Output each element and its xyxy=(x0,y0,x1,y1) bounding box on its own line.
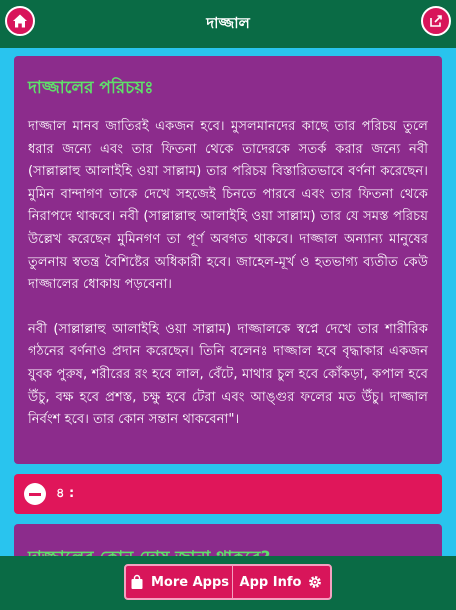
accordion-header[interactable] xyxy=(14,474,442,514)
content-card xyxy=(14,56,442,464)
accordion-label: ৪ : xyxy=(56,485,75,501)
page-title: দাজ্জাল xyxy=(206,13,250,32)
gear-icon xyxy=(307,574,323,590)
more-apps-button[interactable] xyxy=(126,566,233,598)
home-icon xyxy=(12,13,28,29)
share-button[interactable] xyxy=(421,6,451,36)
home-button[interactable] xyxy=(5,6,35,36)
shopping-bag-icon xyxy=(129,574,145,590)
footer-button-group xyxy=(124,564,332,600)
paragraph-1: দাজ্জাল মানব জাতিরই একজন হবে। মুসলমানদের কাছে তার পরিচয় তুলে ধরার জন্যে এবং তার ফিতনা থেকে তাদেরকে সতর্ক করার জন্যে নবী (সাল্লাল্লাহু আলাইহি ওয়া সাল্লাম) তার পরিচয় বিস্তারিতভাবে বর্ণনা করেছেন। মুমিন বান্দাগণ তাকে দেখে সহজেই চিনতে পারবে এবং তার ফিতনা থেকে নিরাপদে থাকবে। নবী (সাল্লাল্লাহু আলাইহি ওয়া সাল্লাম) তার যে সমস্ত পরিচয় উল্লেখ করেছেন মুমিনগণ তা পূর্ণ অবগত থাকবে। দাজ্জাল অন্যান্য মানুষের তুলনায় স্বতন্ত্র বৈশিষ্টের অধিকারী হবে। জাহেল-মূর্খ ও হতভাগ্য ব্যতীত কেউ দাজ্জালের ধোকায় পড়বেনা। xyxy=(28,119,428,293)
footer-bar xyxy=(0,556,456,610)
section-title: দাজ্জালের পরিচয়ঃ xyxy=(28,78,154,98)
app-header xyxy=(0,0,456,48)
minus-circle-icon[interactable] xyxy=(24,483,46,505)
share-icon xyxy=(428,13,444,29)
app-info-button[interactable] xyxy=(233,566,330,598)
paragraph-2: নবী (সাল্লাল্লাহু আলাইহি ওয়া সাল্লাম) দাজ্জালকে স্বপ্নে দেখে তার শারীরিক গঠনের বর্ণনাও প্রদান করেছেন। তিনি বলেনঃ দাজ্জাল হবে বৃদ্ধাকার একজন যুবক পুরুষ, শরীরের রং হবে লাল, বেঁটে, মাথার চুল হবে কোঁকড়া, কপাল হবে উঁচু, বক্ষ হবে প্রশস্ত, চক্ষু হবে টেরা এবং আঙ্গুর ফলের মত উঁচু। দাজ্জাল নির্বংশ হবে। তার কোন সন্তান থাকবেনা"। xyxy=(28,321,428,428)
more-apps-label: More Apps xyxy=(150,574,229,590)
app-info-label: App Info xyxy=(239,574,302,590)
